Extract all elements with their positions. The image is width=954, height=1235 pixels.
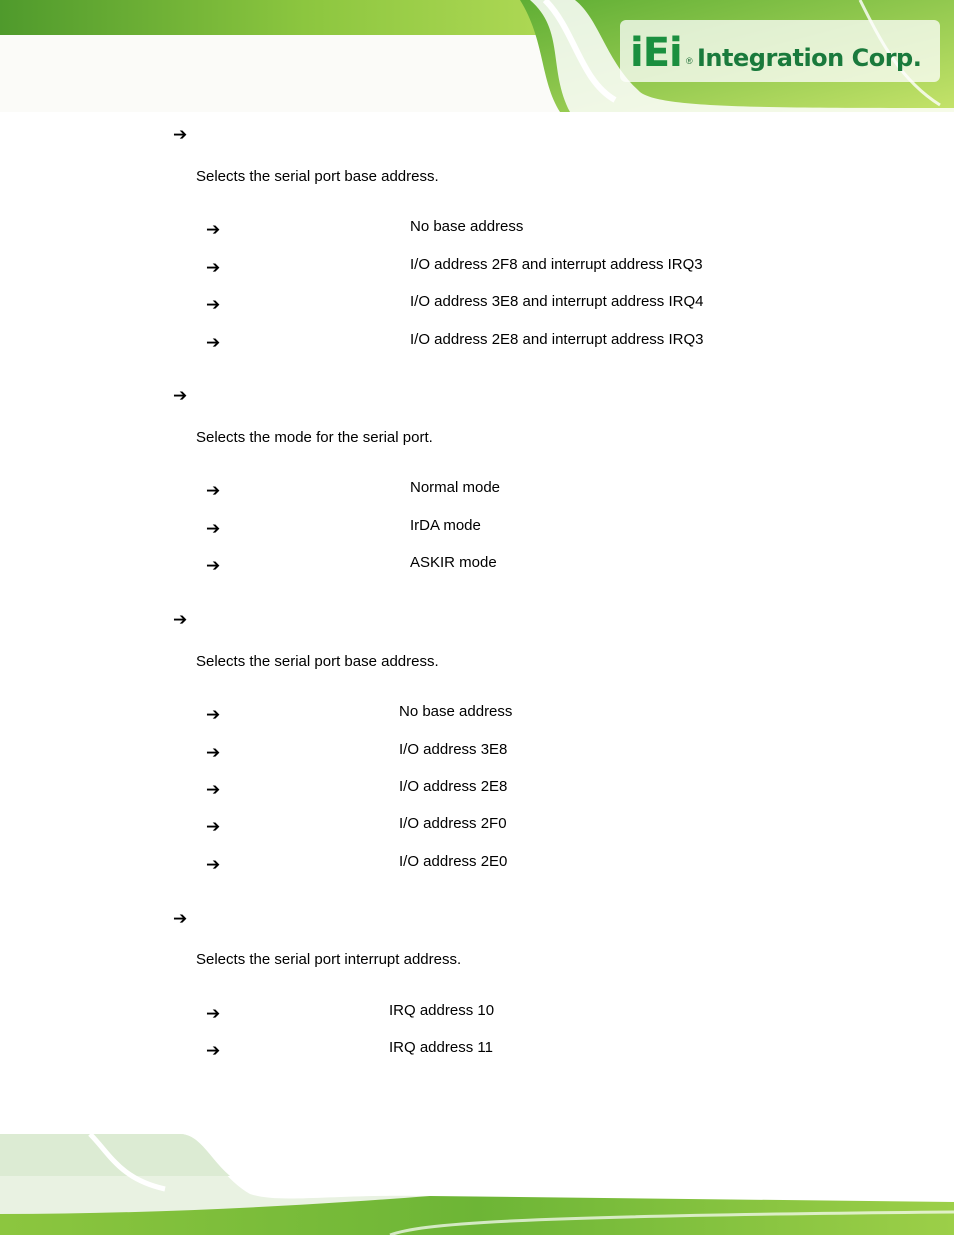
option-arrow-icon: ➔	[206, 258, 221, 278]
page-header	[0, 0, 954, 112]
option-arrow-icon: ➔	[206, 780, 221, 800]
option-arrow-icon: ➔	[206, 481, 221, 501]
option-description: No base address	[399, 703, 513, 720]
option-arrow-icon: ➔	[206, 743, 221, 763]
option-description: ASKIR mode	[410, 554, 497, 571]
option-arrow-icon: ➔	[206, 519, 221, 539]
section-description: Selects the serial port base address.	[196, 168, 439, 185]
option-arrow-icon: ➔	[206, 295, 221, 315]
footer-banner-graphic	[0, 1134, 954, 1235]
option-description: I/O address 2F0	[399, 815, 507, 832]
option-description: I/O address 2F8 and interrupt address IRQ3	[410, 256, 703, 273]
option-arrow-icon: ➔	[206, 556, 221, 576]
option-description: No base address	[410, 218, 524, 235]
option-description: IRQ address 10	[389, 1002, 495, 1019]
option-description: I/O address 3E8 and interrupt address IRQ4	[410, 293, 704, 310]
option-description: I/O address 2E8	[399, 778, 508, 795]
option-arrow-icon: ➔	[206, 1041, 221, 1061]
section-arrow-icon: ➔	[173, 386, 188, 406]
option-description: Normal mode	[410, 479, 501, 496]
logo-registered-mark: ®	[686, 56, 693, 66]
option-description: I/O address 2E0	[399, 853, 508, 870]
option-arrow-icon: ➔	[206, 855, 221, 875]
section-arrow-icon: ➔	[173, 909, 188, 929]
option-description: IrDA mode	[410, 517, 481, 534]
option-arrow-icon: ➔	[206, 817, 221, 837]
option-arrow-icon: ➔	[206, 705, 221, 725]
page-footer	[0, 1134, 954, 1235]
option-description: IRQ address 11	[389, 1039, 493, 1056]
section-description: Selects the mode for the serial port.	[196, 429, 433, 446]
section-description: Selects the serial port base address.	[196, 653, 439, 670]
option-description: I/O address 3E8	[399, 741, 508, 758]
section-arrow-icon: ➔	[173, 125, 188, 145]
logo-iei: iEi	[630, 30, 682, 76]
option-description: I/O address 2E8 and interrupt address IRQ3	[410, 331, 704, 348]
option-arrow-icon: ➔	[206, 220, 221, 240]
section-arrow-icon: ➔	[173, 610, 188, 630]
option-arrow-icon: ➔	[206, 1004, 221, 1024]
logo-company-name: Integration Corp.	[697, 44, 922, 72]
section-description: Selects the serial port interrupt address.	[196, 951, 462, 968]
option-arrow-icon: ➔	[206, 333, 221, 353]
